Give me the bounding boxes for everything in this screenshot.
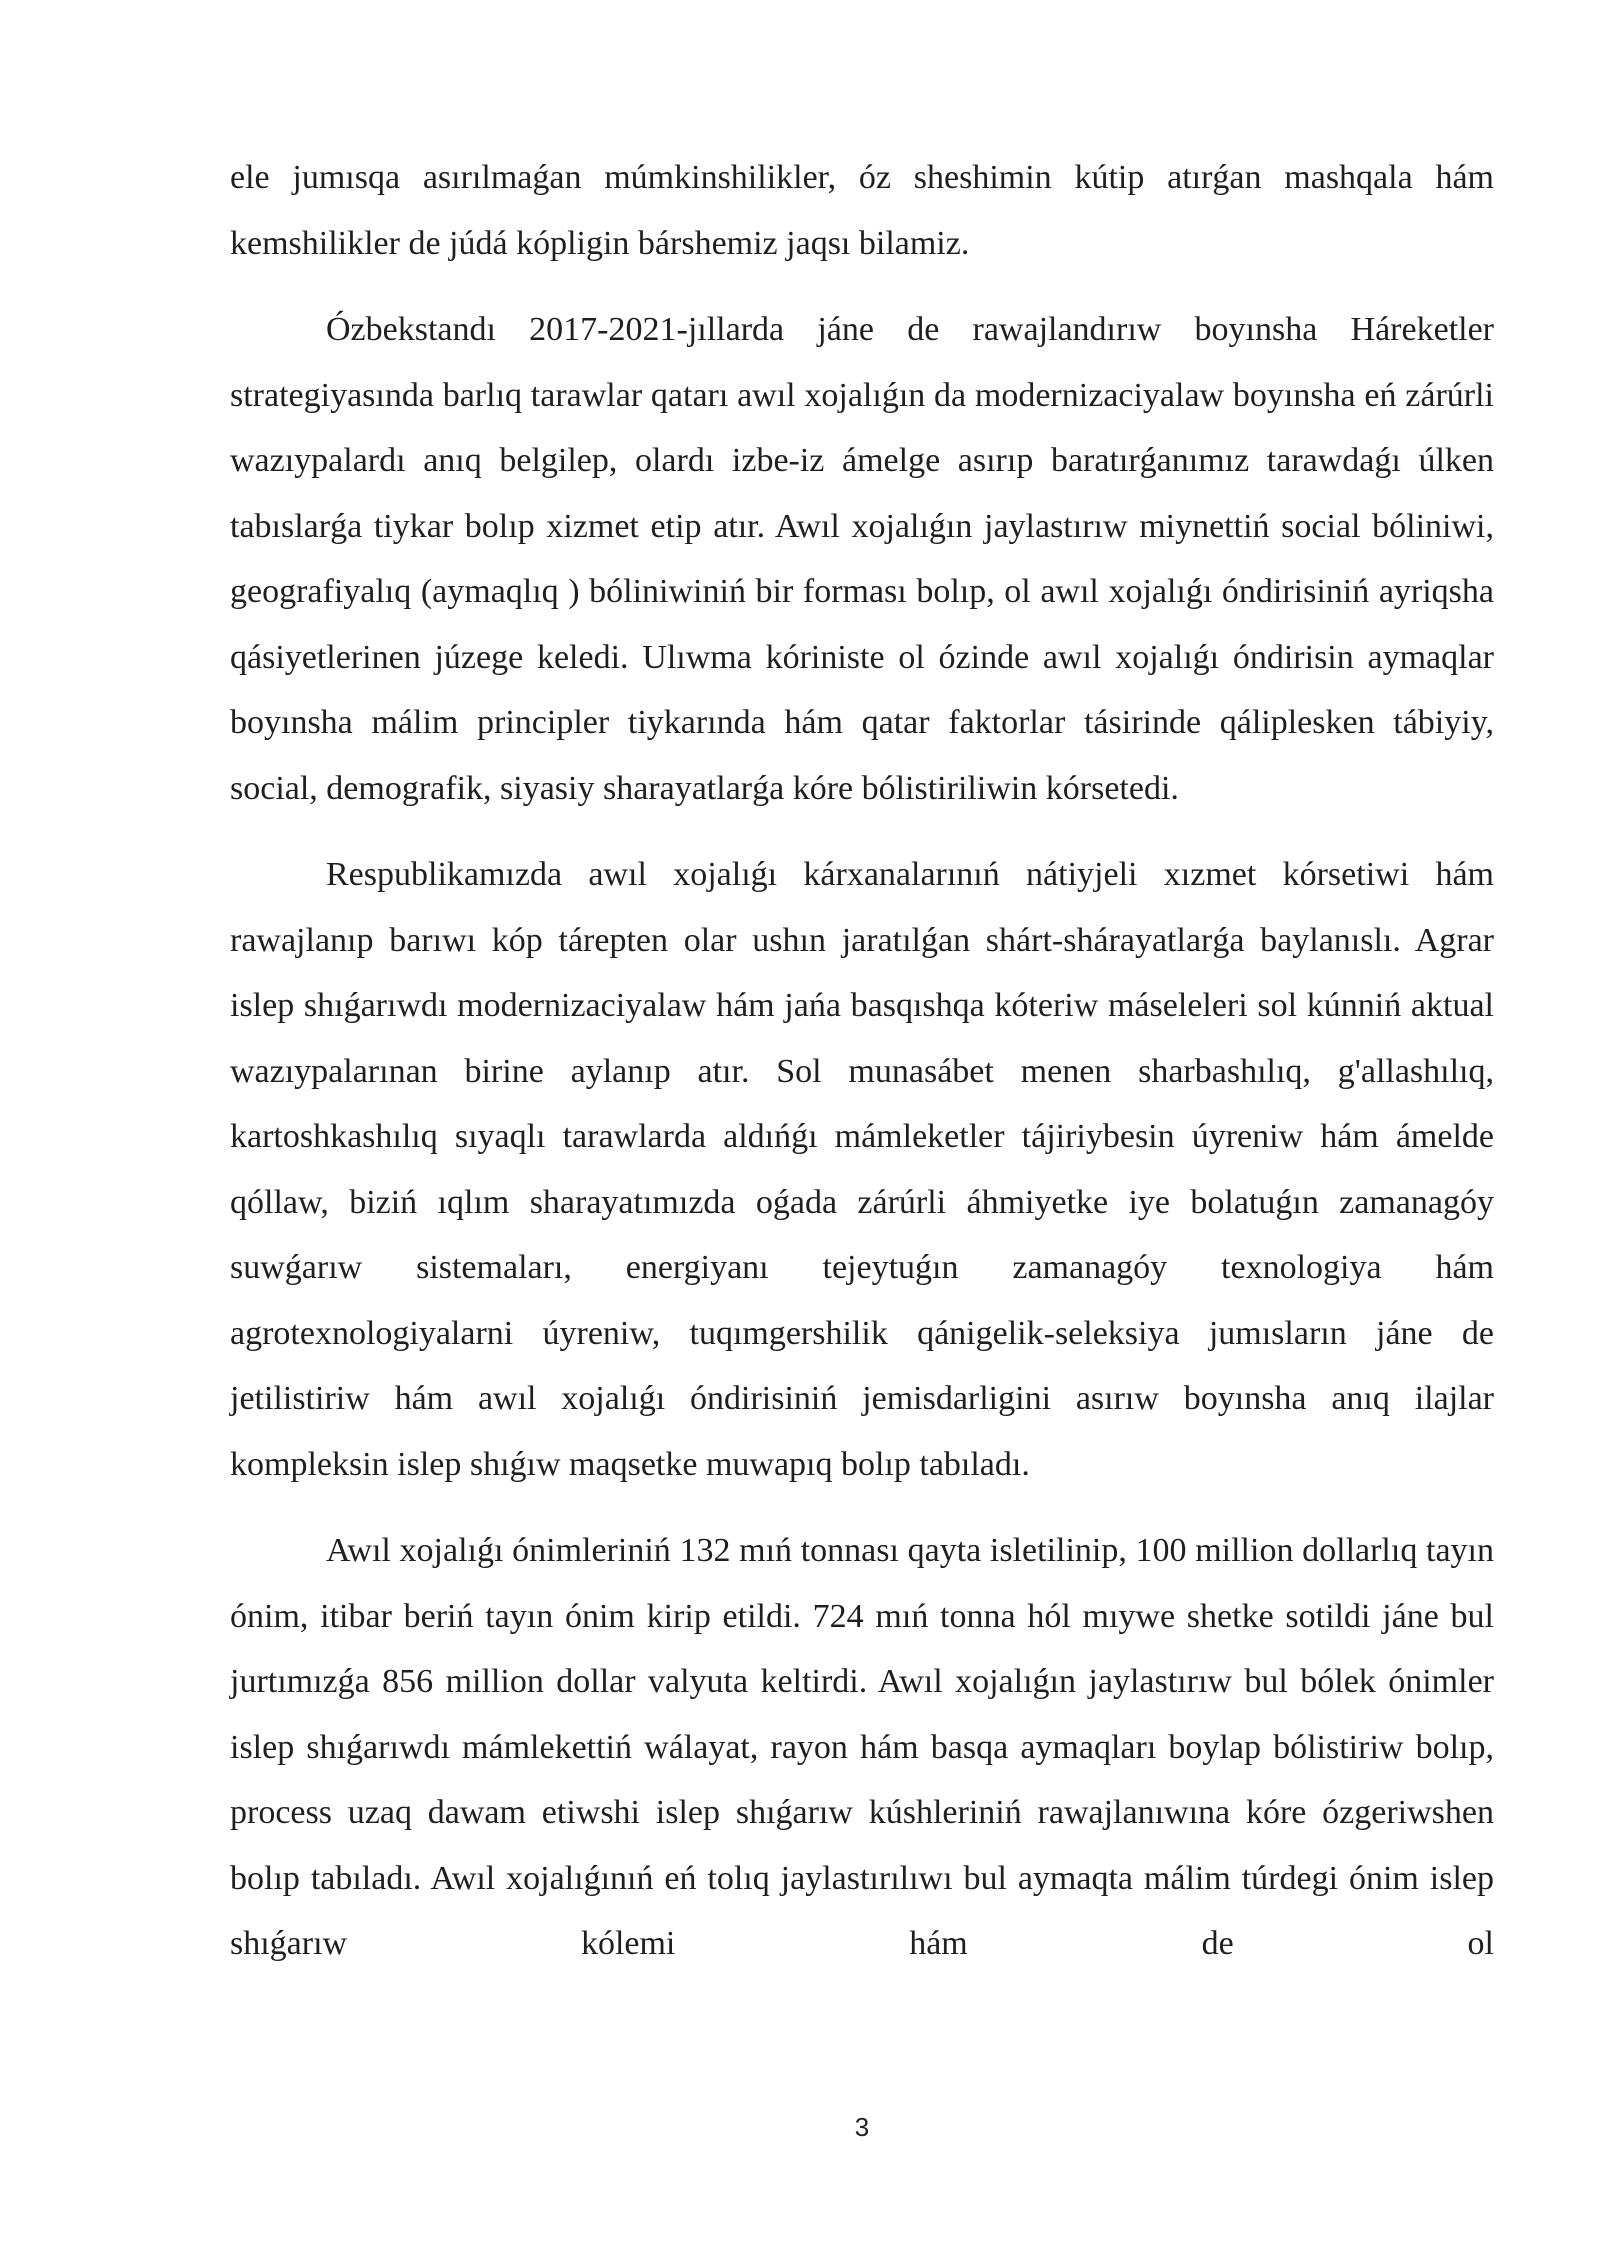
paragraph-4: Awıl xojalıǵı ónimleriniń 132 mıń tonnası qayta isletilinip, 100 million dollarlıq tayın ónim, itibar beriń tayın ónim kirip etildi. 724 mıń tonna hól mıywe shetke sotildi jáne bul jurtımızǵa 856 million dollar valyuta keltirdi. Awıl xojalıǵın jaylastırıw bul bólek ónimler islep shıǵarıwdı mámlekettiń wálayat, rayon hám basqa aymaqları boylap bólistiriw bolıp, process uzaq dawam etiwshi islep shıǵarıw kúshleriniń rawajlanıwına kóre ózgeriwshen bolıp tabıladı. Awıl xojalıǵınıń eń tolıq jaylastırılıwı bul aymaqta málim túrdegi ónim islep shıǵarıw kólemi hám de ol — [230, 1532, 1494, 1962]
document-body — [230, 145, 1494, 1977]
page-number: 3 — [854, 2112, 870, 2142]
paragraph-1: ele jumısqa asırılmaǵan múmkinshilikler, óz sheshimin kútip atırǵan mashqala hám kemshilikler de júdá kópligin bárshemiz jaqsı bilamiz. — [230, 159, 1494, 262]
paragraph-2: Ózbekstandı 2017-2021-jıllarda jáne de rawajlandırıw boyınsha Háreketler strategiyasında barlıq tarawlar qatarı awıl xojalıǵın da modernizaciyalaw boyınsha eń zárúrli wazıypalardı anıq belgilep, olardı izbe-iz ámelge asırıp baratırǵanımız tarawdaǵı úlken tabıslarǵa tiykar bolıp xizmet etip atır. Awıl xojalıǵın jaylastırıw miynettiń social bóliniwi, geografiyalıq (aymaqlıq ) bóliniwiniń bir forması bolıp, ol awıl xojalıǵı óndirisiniń ayriqsha qásiyetlerinen júzege keledi. Ulıwma kóriniste ol ózinde awıl xojalıǵı óndirisin aymaqlar boyınsha málim principler tiykarında hám qatar faktorlar tásirinde qáliplesken tábiyiy, social, demografik, siyasiy sharayatlarǵa kóre bólistiriliwin kórsetedi. — [230, 311, 1494, 807]
paragraph-3: Respublikamızda awıl xojalıǵı kárxanalarınıń nátiyjeli xızmet kórsetiwi hám rawajlanıp barıwı kóp tárepten olar ushın jaratılǵan shárt-shárayatlarǵa baylanıslı. Agrar islep shıǵarıwdı modernizaciyalaw hám jańa basqıshqa kóteriw máseleleri sol kúnniń aktual wazıypalarınan birine aylanıp atır. Sol munasábet menen sharbashılıq, g'allashılıq, kartoshkashılıq sıyaqlı tarawlarda aldıńǵı mámleketler tájiriybesin úyreniw hám ámelde qóllaw, biziń ıqlım sharayatımızda oǵada zárúrli áhmiyetke iye bolatuǵın zamanagóy suwǵarıw sistemaları, energiyanı tejeytuǵın zamanagóy texnologiya hám agrotexnologiyalarni úyreniw, tuqımgershilik qánigelik-seleksiya jumısların jáne de jetilistiriw hám awıl xojalıǵı óndirisiniń jemisdarligini asırıw boyınsha anıq ilajlar kompleksin islep shıǵıw maqsetke muwapıq bolıp tabıladı. — [230, 856, 1494, 1483]
